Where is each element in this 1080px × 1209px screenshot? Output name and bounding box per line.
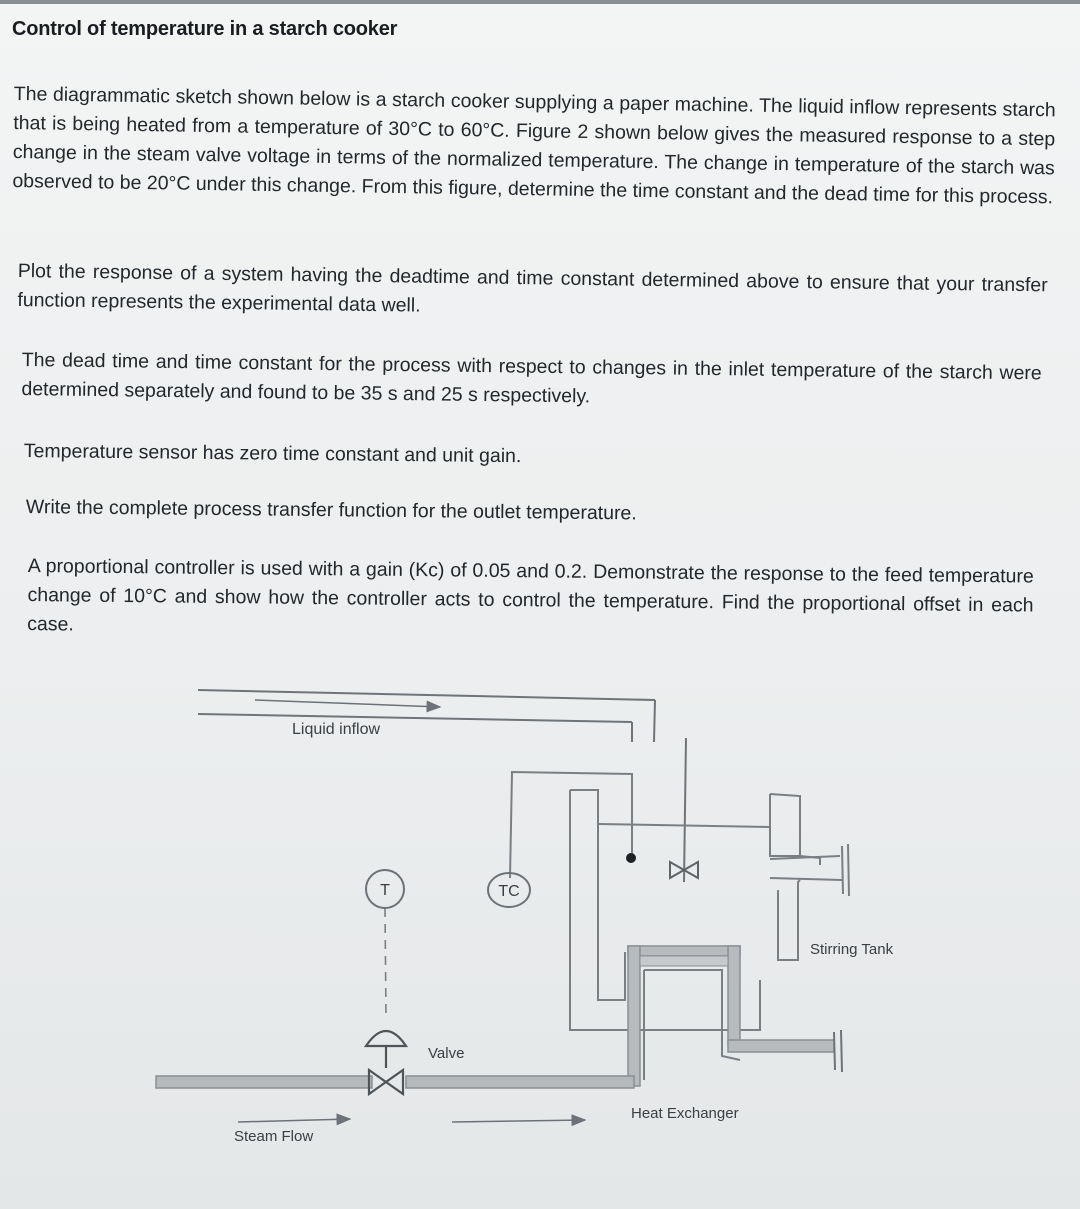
heat-exchanger — [628, 946, 842, 1086]
starch-cooker-diagram — [0, 660, 1080, 1209]
valve-label: Valve — [428, 1045, 465, 1062]
stirrer-shaft — [684, 738, 686, 882]
paragraph-plot-response: Plot the response of a system having the deadtime and time constant determined above to ensure that your transfer function represents the experimental data well. — [17, 259, 1048, 317]
paragraph-proportional-controller: A proportional controller is used with a gain (Kc) of 0.05 and 0.2. Demonstrate the response to the feed temperature change of 10°C and show how the controller acts to control the temperature. Find the proportional offset in each case. — [27, 554, 1034, 636]
paragraph-temperature-sensor: Temperature sensor has zero time constant and unit gain. — [23, 439, 522, 468]
temperature-controller-label: TC — [498, 883, 520, 900]
heat-exchanger-label: Heat Exchanger — [631, 1105, 739, 1122]
steam-outlet-arrow — [452, 1120, 585, 1122]
paragraph-starch-cooker-intro: The diagrammatic sketch shown below is a starch cooker supplying a paper machine. The liquid inflow represents starch that is being heated from a temperature of 30°C to 60°C. Figure 2 shown below gives the measured response to a step change in the steam valve voltage in terms of the normalized temperature. The change in temperature of the starch was observed to be 20°C under this change. From this figure, determine the time constant and the dead time for this process. — [12, 82, 1056, 209]
temperature-controller — [488, 873, 530, 907]
paragraph-dead-time-inlet: The dead time and time constant for the process with respect to changes in the inlet temperature of the starch were determined separately and found to be 35 s and 25 s respectively. — [21, 348, 1042, 408]
temperature-transmitter — [366, 870, 404, 908]
top-edge-bar — [0, 0, 1080, 4]
stirring-tank-body — [570, 790, 820, 1030]
temperature-transmitter-label: T — [380, 882, 390, 899]
document-title: Control of temperature in a starch cooker — [12, 18, 398, 40]
liquid-inflow-label: Liquid inflow — [292, 721, 381, 738]
steam-flow-arrow — [238, 1119, 350, 1122]
liquid-inflow-arrow — [255, 700, 440, 707]
liquid-inflow-pipe — [198, 690, 655, 742]
transmitter-signal-dashed-line — [385, 908, 386, 1018]
steam-pipe — [156, 1076, 634, 1088]
steam-flow-label: Steam Flow — [234, 1128, 314, 1145]
paragraph-transfer-function: Write the complete process transfer function for the outlet temperature. — [25, 495, 637, 525]
thermocouple-probe-dot — [626, 853, 636, 863]
stirring-tank-label: Stirring Tank — [810, 941, 894, 958]
